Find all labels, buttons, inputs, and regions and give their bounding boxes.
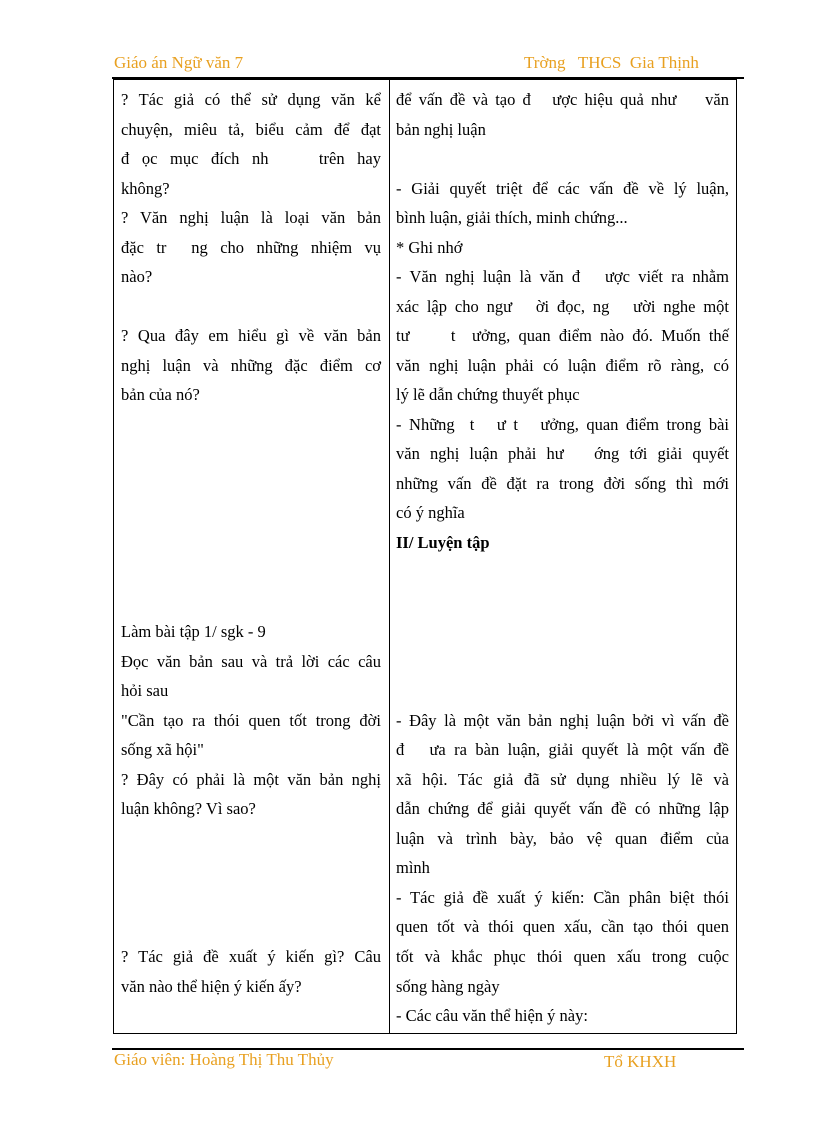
text-line: bản của nó? <box>121 385 200 404</box>
text-line: văn nào thể hiện ý kiến ấy? <box>121 977 302 996</box>
text-line: - Những t ư t ưởng, quan điểm trong bài <box>396 415 729 434</box>
footer-left-text: Giáo viên: Hoàng Thị Thu Thủy <box>114 1050 334 1069</box>
text-line: nghị luận và những đặc điểm cơ <box>121 356 381 375</box>
text-line: tư t ưởng, quan điểm nào đó. Muốn thế <box>396 326 729 345</box>
text-line: * Ghi nhớ <box>396 238 463 257</box>
text-line: Làm bài tập 1/ sgk - 9 <box>121 622 266 641</box>
text-line: nào? <box>121 267 153 286</box>
text-line: quen tốt và thói quen xấu, cần tạo thói quen <box>396 917 729 936</box>
text-line: văn nghị luận phải hư ớng tới giải quyết <box>396 444 729 463</box>
text-line: xác lập cho ngư ời đọc, ng ười nghe một <box>396 297 729 316</box>
text-line: đặc tr ng cho những nhiệm vụ <box>121 238 381 257</box>
text-line: xã hội. Tác giả đã sử dụng nhiều lý lẽ và <box>396 770 729 789</box>
text-line: lý lẽ dẫn chứng thuyết phục <box>396 385 580 404</box>
text-line: sống hàng ngày <box>396 977 500 996</box>
text-line: bản nghị luận <box>396 120 486 139</box>
text-line: chuyện, miêu tả, biểu cảm để đạt <box>121 120 381 139</box>
text-line: Đọc văn bản sau và trả lời các câu <box>121 652 381 671</box>
text-line: - Văn nghị luận là văn đ ược viết ra nhằm <box>396 267 729 286</box>
text-line: - Các câu văn thể hiện ý này: <box>396 1006 588 1025</box>
text-line: những vấn đề đặt ra trong đời sống thì mới <box>396 474 729 493</box>
text-line: đ ưa ra bàn luận, giải quyết là một vấn đề <box>396 740 729 759</box>
page-footer <box>112 1048 744 1076</box>
text-line: dẫn chứng để giải quyết vấn đề có những lập <box>396 799 729 818</box>
text-line: - Đây là một văn bản nghị luận bởi vì vấn đề <box>396 711 729 730</box>
text-line: mình <box>396 858 430 877</box>
text-line: luận không? Vì sao? <box>121 799 256 818</box>
header-right-text: Trờng THCS Gia Thịnh <box>524 53 699 72</box>
text-line: - Tác giả đề xuất ý kiến: Cần phân biệt thói <box>396 888 729 907</box>
header-left-text: Giáo án Ngữ văn 7 <box>114 53 244 72</box>
page-header <box>112 53 744 79</box>
text-line: tốt và khắc phục thói quen xấu trong cuộc <box>396 947 729 966</box>
text-line: sống xã hội" <box>121 740 204 759</box>
text-line: hỏi sau <box>121 681 169 700</box>
text-line: có ý nghĩa <box>396 503 465 522</box>
text-line: văn nghị luận phải có luận điểm rõ ràng, có <box>396 356 729 375</box>
footer-right-text: Tổ KHXH <box>604 1052 677 1071</box>
text-line: "Cần tạo ra thói quen tốt trong đời <box>121 711 381 730</box>
text-line: ? Tác giả có thể sử dụng văn kể <box>121 90 381 109</box>
text-line: ? Tác giả đề xuất ý kiến gì? Câu <box>121 947 381 966</box>
text-line: bình luận, giải thích, minh chứng... <box>396 208 628 227</box>
column-divider <box>389 80 390 1033</box>
text-line: - Giải quyết triệt để các vấn đề về lý luận, <box>396 179 729 198</box>
text-line: ? Văn nghị luận là loại văn bản <box>121 208 381 227</box>
text-line: không? <box>121 179 170 198</box>
content-table <box>113 79 737 1034</box>
text-line: luận và trình bày, bảo vệ quan điểm của <box>396 829 729 848</box>
text-line: đ ọc mục đích nh trên hay <box>121 149 381 168</box>
text-line: để vấn đề và tạo đ ược hiệu quả như văn <box>396 90 729 109</box>
text-line: ? Qua đây em hiểu gì về văn bản <box>121 326 381 345</box>
text-line: ? Đây có phải là một văn bản nghị <box>121 770 381 789</box>
section-heading: II/ Luyện tập <box>396 533 490 552</box>
